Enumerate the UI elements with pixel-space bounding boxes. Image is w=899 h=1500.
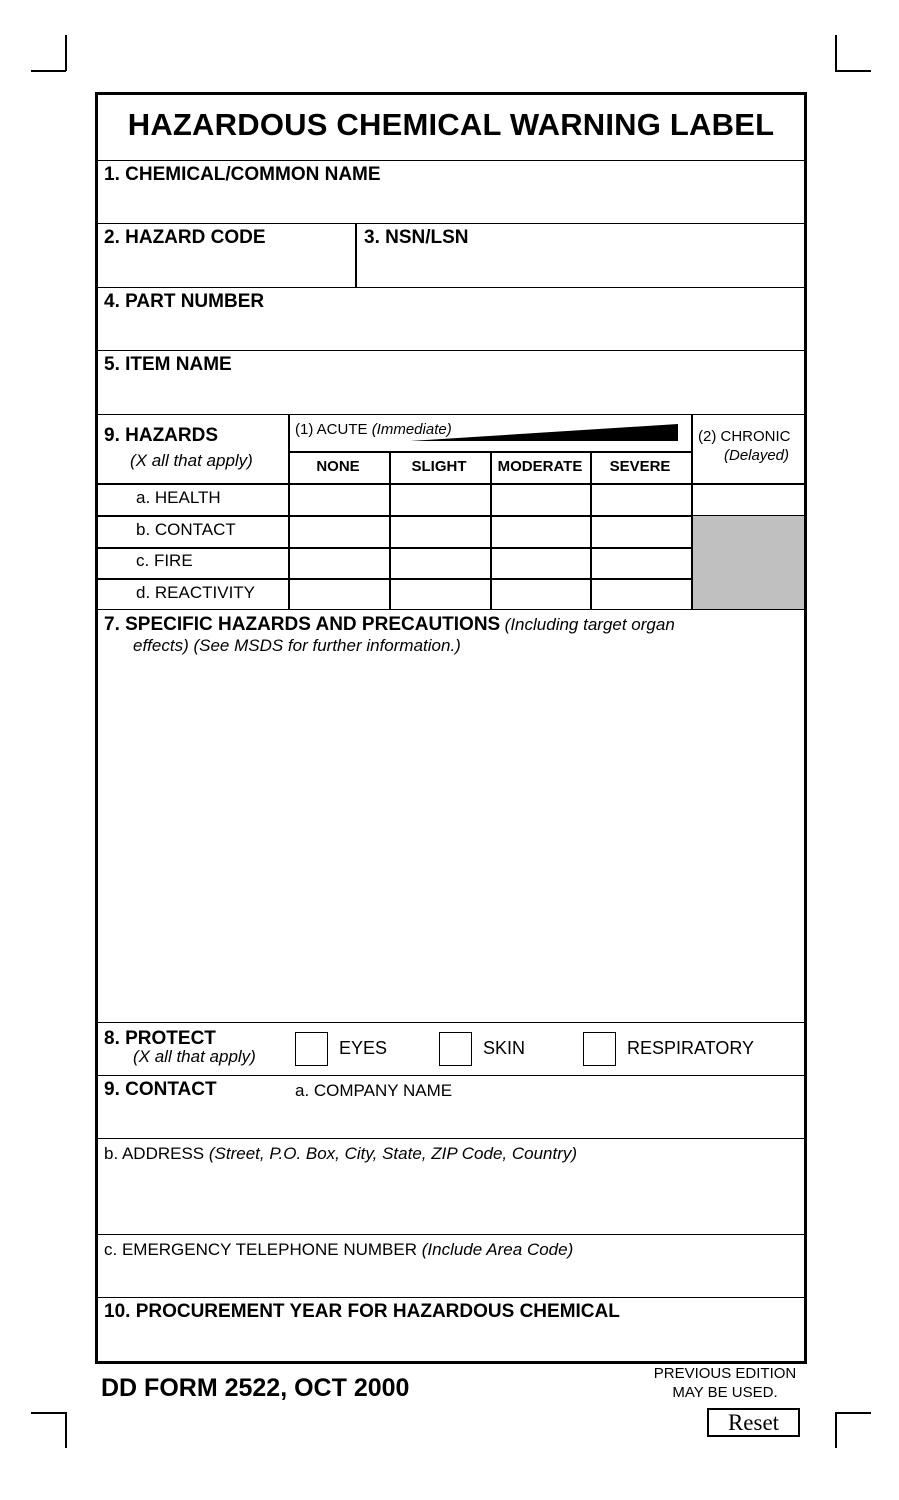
edition-note [640,1364,810,1402]
part-number-label: 4. PART NUMBER [104,291,265,312]
item-name-input[interactable] [104,381,798,411]
chronic-sub: (Delayed) [724,447,790,464]
col-slight: SLIGHT [411,458,467,475]
fire-none-cell[interactable] [291,549,391,579]
crop-mark-tr-h [835,70,871,72]
grid-line [288,415,290,610]
crop-mark-br-v [835,1412,837,1448]
item-name-section [98,350,804,414]
row-reactivity: d. REACTIVITY [136,583,256,602]
contact-moderate-cell[interactable] [493,517,592,547]
contact-severe-cell[interactable] [593,517,693,547]
fire-slight-cell[interactable] [392,549,492,579]
chronic-label: (2) CHRONIC [698,428,791,445]
specific-hazards-section [98,609,804,1023]
specific-hazards-note-2: effects) (See MSDS for further information.) [133,636,461,655]
form-id: DD FORM 2522, OCT 2000 [101,1374,410,1402]
address-note: (Street, P.O. Box, City, State, ZIP Code, Country) [208,1144,578,1163]
reactivity-moderate-cell[interactable] [493,580,592,610]
crop-mark-br-h [835,1412,871,1414]
hazards-section [98,414,804,610]
eyes-label: EYES [339,1038,388,1058]
skin-checkbox[interactable] [439,1032,472,1066]
chronic-shaded-area [693,516,804,610]
hazards-label: 9. HAZARDS [104,425,219,446]
item-name-label: 5. ITEM NAME [104,354,232,375]
part-number-section [98,287,804,351]
chemical-name-section [98,160,804,224]
procurement-year-input[interactable] [104,1328,798,1358]
hazard-code-input[interactable] [104,254,353,284]
contact-none-cell[interactable] [291,517,391,547]
specific-hazards-textarea[interactable] [104,662,798,1020]
crop-mark-tr-v [835,35,837,71]
crop-mark-bl-h [31,1412,66,1414]
form-title: HAZARDOUS CHEMICAL WARNING LABEL [127,107,775,142]
chemical-name-label: 1. CHEMICAL/COMMON NAME [104,164,381,185]
company-name-input[interactable] [104,1106,798,1136]
respiratory-checkbox[interactable] [583,1032,616,1066]
acute-label: (1) ACUTE [295,421,368,438]
crop-mark-tl-v [65,35,67,71]
acute-sub: (Immediate) [371,421,452,438]
health-slight-cell[interactable] [392,485,492,515]
protect-instruction: (X all that apply) [133,1047,256,1066]
respiratory-label: RESPIRATORY [627,1038,755,1058]
protect-section [98,1022,804,1076]
specific-hazards-heading [104,614,675,636]
reset-button[interactable]: Reset [707,1408,800,1437]
eyes-checkbox[interactable] [295,1032,328,1066]
col-none: NONE [316,458,360,475]
nsn-lsn-input[interactable] [364,254,798,284]
contact-label: 9. CONTACT [104,1079,217,1100]
severity-wedge-icon [408,423,680,443]
edition-line-1: PREVIOUS EDITION [653,1365,797,1382]
warning-label-form [95,92,807,1364]
crop-mark-tl-h [31,70,66,72]
company-name-section [98,1075,804,1139]
divider [355,224,357,287]
specific-hazards-label: 7. SPECIFIC HAZARDS AND PRECAUTIONS [104,614,501,635]
row-contact: b. CONTACT [136,520,236,539]
edition-line-2: MAY BE USED. [672,1384,778,1401]
reactivity-slight-cell[interactable] [392,580,492,610]
company-name-label: a. COMPANY NAME [295,1081,453,1100]
specific-hazards-note-1: (Including target organ [504,615,675,634]
col-severe: SEVERE [609,458,671,475]
phone-label: c. EMERGENCY TELEPHONE NUMBER [104,1240,417,1259]
crop-mark-bl-v [65,1412,67,1448]
health-chronic-cell[interactable] [695,485,805,515]
protect-label: 8. PROTECT [104,1028,216,1049]
emergency-phone-section [98,1234,804,1298]
reactivity-none-cell[interactable] [291,580,391,610]
hazards-instruction: (X all that apply) [130,451,253,470]
hazard-code-label: 2. HAZARD CODE [104,227,266,248]
address-section [98,1138,804,1234]
skin-label: SKIN [483,1038,526,1058]
health-none-cell[interactable] [291,485,391,515]
phone-heading [104,1240,573,1260]
grid-line [288,451,691,453]
fire-severe-cell[interactable] [593,549,693,579]
hazard-code-section [98,223,804,287]
row-fire: c. FIRE [136,551,193,570]
fire-moderate-cell[interactable] [493,549,592,579]
address-heading [104,1144,577,1164]
row-health: a. HEALTH [136,488,221,507]
health-severe-cell[interactable] [593,485,693,515]
procurement-label: 10. PROCUREMENT YEAR FOR HAZARDOUS CHEMICAL [104,1301,620,1322]
reactivity-severe-cell[interactable] [593,580,693,610]
emergency-phone-input[interactable] [104,1265,798,1295]
part-number-input[interactable] [104,318,798,348]
chemical-name-input[interactable] [104,191,798,221]
phone-note: (Include Area Code) [421,1240,574,1259]
address-label: b. ADDRESS [104,1144,205,1163]
health-moderate-cell[interactable] [493,485,592,515]
procurement-section [98,1297,804,1362]
address-textarea[interactable] [104,1169,798,1231]
contact-slight-cell[interactable] [392,517,492,547]
nsn-lsn-label: 3. NSN/LSN [364,227,469,248]
col-moderate: MODERATE [497,458,583,475]
